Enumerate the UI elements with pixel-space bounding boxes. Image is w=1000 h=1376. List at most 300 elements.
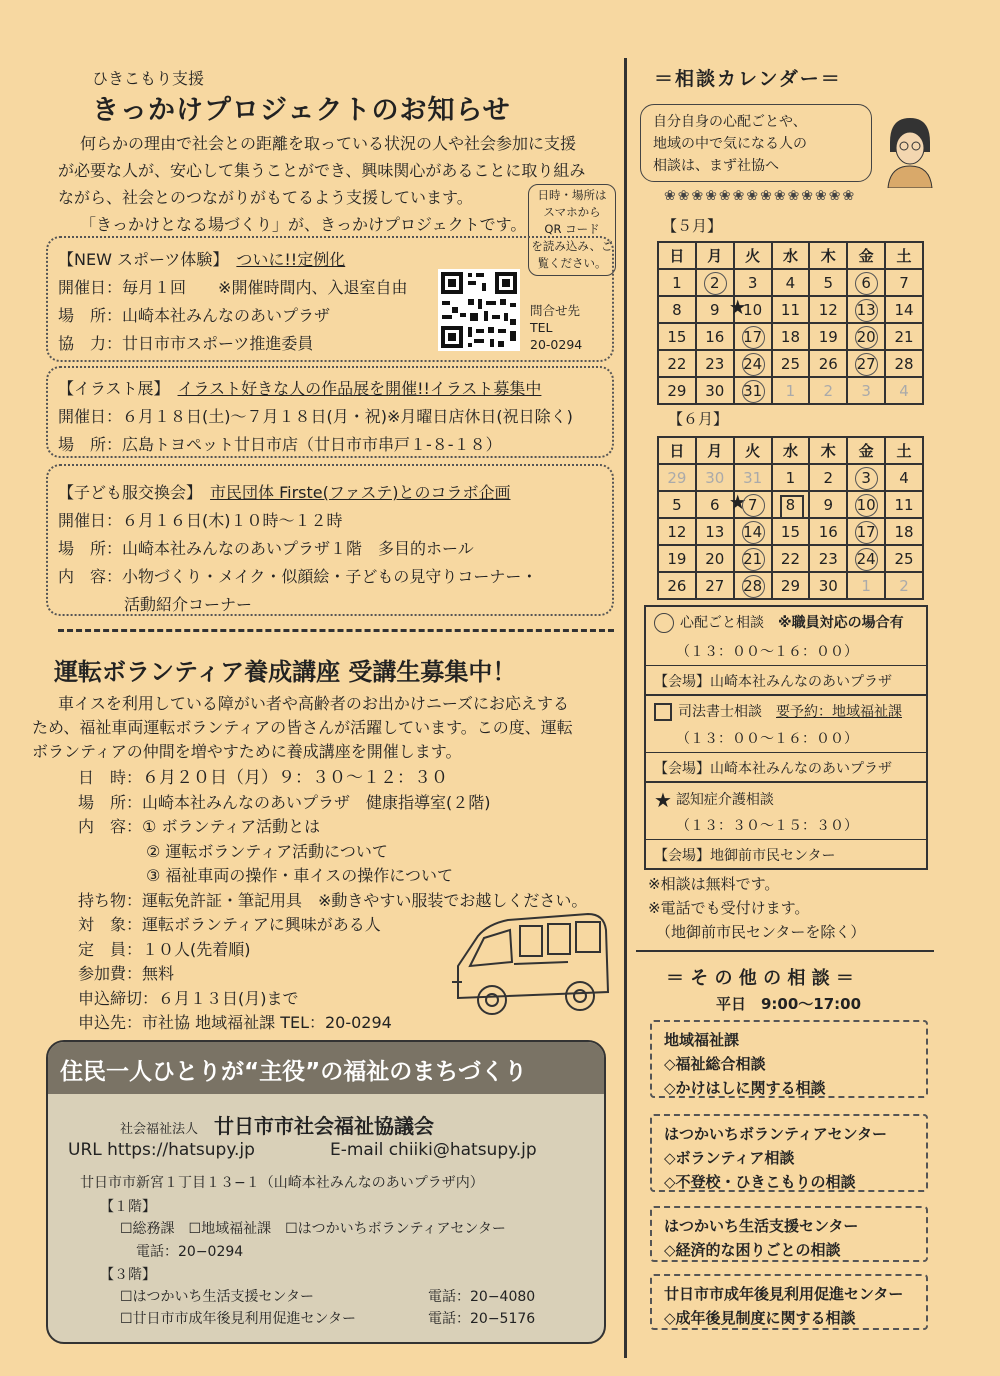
label: 内 容： <box>78 817 143 836</box>
intro-text <box>58 130 586 238</box>
intro-line: 何らかの理由で社会との距離を取っている状況の人や社会参加に支援 <box>80 134 577 153</box>
day-number: 19 <box>667 549 687 568</box>
weekday-header: 日 <box>658 242 696 269</box>
day-number: 7 <box>899 273 909 292</box>
day-number: 23 <box>705 354 725 373</box>
day-number: 17 <box>743 327 763 346</box>
label: 日 時： <box>78 768 143 787</box>
sports-place <box>58 303 330 326</box>
footer-slogan: 住民一人ひとりが“主役”の福祉のまちづくり <box>48 1042 604 1094</box>
calendar-title: ＝相談カレンダー＝ <box>654 68 842 90</box>
value: 廿日市市スポーツ推進委員 <box>122 334 314 353</box>
other-box-4 <box>650 1274 928 1330</box>
value: 運転免許証・筆記用具 ※動きやすい服装でお越しください。 <box>142 890 588 910</box>
van-icon <box>448 906 612 1024</box>
calendar-day[interactable] <box>809 350 847 377</box>
day-number: 1 <box>672 273 682 292</box>
person-icon <box>880 112 938 188</box>
other-box-item: ◇経済的な困りごとの相談 <box>664 1241 841 1259</box>
calendar-day[interactable] <box>734 464 772 491</box>
other-box-title: はつかいちボランティアセンター <box>664 1125 888 1143</box>
value: 市社協 地域福祉課 TEL：20-0294 <box>142 1013 392 1032</box>
day-number: 27 <box>856 354 876 373</box>
driver-place <box>78 791 587 816</box>
label: 場 所： <box>78 792 143 812</box>
illust-heading-text: 【イラスト展】 <box>58 379 162 398</box>
calendar-day[interactable] <box>772 377 810 404</box>
day-number: 14 <box>894 300 914 319</box>
calendar-day[interactable] <box>734 350 772 377</box>
day-number: 22 <box>780 549 800 568</box>
other-box-item: ◇福祉総合相談 <box>664 1055 766 1073</box>
day-number: 11 <box>894 495 914 514</box>
day-number: 1 <box>785 381 796 400</box>
label: 申込先： <box>78 1013 143 1032</box>
label: 持ち物： <box>78 890 143 910</box>
driver-time <box>78 766 587 791</box>
kicker: ひきこもり支援 <box>92 69 205 88</box>
calendar-day[interactable] <box>809 464 847 491</box>
calendar-day[interactable] <box>728 295 772 323</box>
day-number: 12 <box>818 300 838 319</box>
day-number: 17 <box>856 522 876 541</box>
value: 運転ボランティアに興味がある人 <box>142 915 381 934</box>
day-number: 29 <box>667 381 687 400</box>
contact-line: 問合せ先 <box>530 303 581 318</box>
contact-line: TEL <box>530 320 553 335</box>
legend-note: ※職員対応の場合有 <box>778 615 904 631</box>
day-number: 10 <box>856 495 876 514</box>
sports-tag: ついに!!定例化 <box>236 250 346 269</box>
day-number: 5 <box>823 273 834 292</box>
label: 開催日： <box>58 511 123 530</box>
legend-venue: 【会場】地御前市民センター <box>646 839 926 868</box>
calendar-day[interactable] <box>696 572 734 599</box>
calendar-day[interactable] <box>847 464 885 491</box>
day-number: 1 <box>785 468 796 487</box>
calendar-day[interactable] <box>847 269 885 296</box>
day-number: 19 <box>818 327 838 346</box>
footer-email[interactable]: E-mail chiiki@hatsupy.jp <box>330 1140 537 1160</box>
legend-b <box>646 694 926 723</box>
calendar-day[interactable] <box>772 269 810 296</box>
other-box-title: はつかいち生活支援センター <box>664 1217 859 1235</box>
flower-decoration: ❀❀❀❀❀❀❀❀❀❀❀❀❀❀ <box>664 188 857 204</box>
calendar-day[interactable] <box>696 545 734 572</box>
calendar-day[interactable] <box>809 545 847 572</box>
value: ６月１８日(土)〜７月１８日(月・祝)※月曜日店休日(祝日除く) <box>122 407 573 426</box>
other-box-item: ◇かけはしに関する相談 <box>664 1079 826 1097</box>
calendar-day[interactable] <box>658 323 696 350</box>
calendar-day[interactable] <box>885 323 923 350</box>
day-number: 28 <box>743 576 763 595</box>
calendar-day[interactable] <box>772 518 810 545</box>
intro-line: 「きっかけとなる場づくり」が、きっかけプロジェクトです。 <box>80 215 527 234</box>
day-number: 6 <box>861 273 871 292</box>
day-number: 6 <box>709 495 720 514</box>
section-divider-right <box>636 950 934 952</box>
calendar-day[interactable] <box>885 518 923 545</box>
day-number: 21 <box>743 549 763 568</box>
footer-floor3-b: ☐廿日市市成年後見利用促進センター <box>120 1311 356 1327</box>
other-box-3 <box>650 1206 928 1262</box>
day-number: 4 <box>785 273 796 292</box>
day-number: 5 <box>672 495 682 514</box>
calendar-day[interactable] <box>734 377 772 404</box>
day-number: 15 <box>780 522 800 541</box>
day-number: 8 <box>672 300 682 319</box>
square-icon <box>654 703 672 721</box>
driver-content <box>78 815 587 840</box>
legend-notes <box>648 872 865 944</box>
label: 対 象： <box>78 915 143 934</box>
label: 場 所： <box>58 306 123 325</box>
day-number: 14 <box>743 522 763 541</box>
footer-floor1-tel: 電話：20−0294 <box>136 1244 244 1260</box>
footer-floor1-items: ☐総務課 ☐地域福祉課 ☐はつかいちボランティアセンター <box>120 1221 506 1237</box>
value: １０人(先着順) <box>142 939 251 959</box>
calendar-day[interactable] <box>847 350 885 377</box>
org-name: 廿日市市社会福祉協議会 <box>214 1114 435 1138</box>
day-number: 29 <box>780 576 800 595</box>
qr-bubble-line: を読み込み、ご <box>531 239 613 253</box>
driver-content-2: ② 運転ボランティア活動について <box>146 841 388 861</box>
qr-code-icon[interactable] <box>438 269 520 351</box>
calendar-day[interactable] <box>658 491 696 518</box>
day-number: 26 <box>818 354 838 373</box>
section-divider <box>58 629 614 632</box>
calendar-day[interactable] <box>696 350 734 377</box>
driver-title: 運転ボランティア養成講座 受講生募集中！ <box>54 658 517 686</box>
day-number: 26 <box>667 576 687 595</box>
other-box-2 <box>650 1114 928 1192</box>
other-box-title: 地域福祉課 <box>664 1031 740 1049</box>
day-number: 30 <box>705 381 725 400</box>
calendar-day[interactable] <box>772 323 810 350</box>
calendar-day[interactable] <box>809 491 847 518</box>
calendar-may <box>657 241 924 405</box>
star-icon: ★ <box>654 788 672 812</box>
qr-bubble-line: 日時・場所は <box>537 188 607 202</box>
calendar-day[interactable] <box>809 269 847 296</box>
sports-heading-text: 【NEW スポーツ体験】 <box>58 250 221 269</box>
calendar-day[interactable] <box>885 377 923 404</box>
weekday-header: 木 <box>809 437 847 464</box>
calendar-day[interactable] <box>734 269 772 296</box>
intro-line: が必要な人が、安心して集うことができ、興味関心があることに取り組み <box>58 161 586 180</box>
calendar-day[interactable] <box>885 491 923 518</box>
calendar-day[interactable] <box>658 572 696 599</box>
other-hours: 平日 9:00〜17:00 <box>716 995 862 1013</box>
illust-heading <box>58 376 541 399</box>
calendar-day[interactable] <box>734 518 772 545</box>
note-line: ※相談は無料です。 <box>648 875 780 893</box>
star-icon: ★ <box>728 295 747 319</box>
weekday-header: 火 <box>734 242 772 269</box>
kids-date <box>58 508 343 531</box>
calendar-day[interactable] <box>696 269 734 296</box>
kids-heading-text: 【子ども服交換会】 <box>58 483 195 502</box>
label: 申込締切： <box>78 988 159 1008</box>
calendar-day[interactable] <box>658 350 696 377</box>
other-box-1 <box>650 1020 928 1098</box>
note-line: （地御前市民センターを除く） <box>656 923 866 941</box>
footer-floor3-a-tel: 電話：20−4080 <box>428 1289 536 1305</box>
day-number: 20 <box>705 549 725 568</box>
calendar-day[interactable] <box>772 464 810 491</box>
calendar-day[interactable] <box>885 296 923 323</box>
label: 場 所： <box>58 539 123 558</box>
day-number: 16 <box>818 522 838 541</box>
legend-venue: 【会場】山崎本社みんなのあいプラザ <box>646 752 926 781</box>
label: 内 容： <box>58 567 123 586</box>
calendar-day[interactable] <box>734 545 772 572</box>
day-number: 31 <box>743 468 763 487</box>
day-number: 12 <box>667 522 687 541</box>
weekday-header: 金 <box>847 437 885 464</box>
day-number: 2 <box>899 576 909 595</box>
day-number: 30 <box>818 576 838 595</box>
calendar-day[interactable] <box>728 490 772 518</box>
legend-title: 認知症介護相談 <box>675 792 774 808</box>
note-line: ※電話でも受付けます。 <box>648 899 810 917</box>
day-number: 3 <box>747 273 758 292</box>
driver-content-3: ③ 福祉車両の操作・車イスの操作について <box>146 866 453 885</box>
day-number: 2 <box>823 381 834 400</box>
org-type: 社会福祉法人 <box>120 1122 199 1137</box>
legend-c <box>646 781 926 810</box>
calendar-day[interactable] <box>772 296 810 323</box>
value: 毎月１回 <box>122 278 187 297</box>
day-number: 27 <box>705 576 725 595</box>
weekday-header: 土 <box>885 242 923 269</box>
other-box-title: 廿日市市成年後見利用促進センター <box>664 1285 904 1303</box>
qr-bubble-line: QR コード <box>544 222 600 236</box>
kids-content-2: 活動紹介コーナー <box>124 595 253 614</box>
calendar-day[interactable] <box>772 572 810 599</box>
value: ① ボランティア活動とは <box>142 817 321 836</box>
footer-org <box>120 1110 434 1139</box>
calendar-day[interactable] <box>772 350 810 377</box>
value: ６月１６日(木)１０時〜１２時 <box>122 511 343 530</box>
contact-info <box>530 302 582 353</box>
day-number: 25 <box>780 354 800 373</box>
calendar-day[interactable] <box>809 323 847 350</box>
legend-venue: 【会場】山崎本社みんなのあいプラザ <box>646 665 926 694</box>
sports-heading <box>58 247 345 270</box>
calendar-day[interactable] <box>809 572 847 599</box>
value: 山崎本社みんなのあいプラザ <box>122 306 331 325</box>
calendar-day[interactable] <box>658 464 696 491</box>
circle-icon <box>654 613 674 633</box>
driver-intro-line: ボランティアの仲間を増やすために養成講座を開催します。 <box>32 742 462 761</box>
footer-url[interactable]: URL https://hatsupy.jp <box>68 1140 255 1160</box>
weekday-header: 火 <box>734 437 772 464</box>
calendar-day[interactable] <box>809 377 847 404</box>
driver-intro-line: 車イスを利用している障がい者や高齢者のお出かけニーズにお応えする <box>58 694 570 713</box>
day-number: 22 <box>667 354 687 373</box>
legend-time: （１３：００〜１６：００） <box>676 644 858 660</box>
illust-date <box>58 404 573 427</box>
calendar-day[interactable] <box>734 572 772 599</box>
value: ６月１３日(月)まで <box>158 988 299 1008</box>
calendar-day[interactable] <box>658 518 696 545</box>
day-number: 16 <box>705 327 725 346</box>
calendar-day[interactable] <box>847 377 885 404</box>
calendar-day[interactable] <box>809 518 847 545</box>
day-number: 4 <box>899 381 909 400</box>
qr-bubble-line: スマホから <box>543 205 601 219</box>
legend-title: 心配ごと相談 <box>680 615 764 631</box>
value: ６月２０日（月）９：３０〜１２：３０ <box>142 768 449 788</box>
driver-intro <box>32 692 573 764</box>
day-number: 4 <box>899 468 909 487</box>
day-number: 1 <box>861 576 871 595</box>
day-number: 21 <box>894 327 914 346</box>
day-number: 24 <box>743 354 763 373</box>
footer-floor1: 【１階】 <box>100 1199 156 1215</box>
day-number: 8 <box>785 495 796 514</box>
calendar-june <box>657 436 924 600</box>
calendar-day[interactable] <box>696 464 734 491</box>
kids-content <box>58 564 537 587</box>
day-number: 2 <box>823 468 834 487</box>
day-number: 31 <box>743 381 763 400</box>
weekday-header: 木 <box>809 242 847 269</box>
legend-box <box>644 605 928 870</box>
day-number: 3 <box>861 381 871 400</box>
kids-place <box>58 536 474 559</box>
calendar-day[interactable] <box>885 350 923 377</box>
label: 協 力： <box>58 334 123 353</box>
calendar-day[interactable] <box>696 323 734 350</box>
illust-tag: イラスト好きな人の作品展を開催!!イラスト募集中 <box>177 379 542 398</box>
footer-floor3: 【３階】 <box>100 1267 156 1283</box>
value: 山崎本社みんなのあいプラザ 健康指導室(２階) <box>142 792 491 812</box>
calendar-day[interactable] <box>885 545 923 572</box>
calendar-day[interactable] <box>696 518 734 545</box>
note: ※開催時間内、入退室自由 <box>218 278 408 297</box>
value: 小物づくり・メイク・似顔絵・子どもの見守りコーナー・ <box>122 567 538 586</box>
day-number: 13 <box>705 522 725 541</box>
day-number: 13 <box>856 300 876 319</box>
day-number: 18 <box>894 522 914 541</box>
footer-floor3-b-tel: 電話：20−5176 <box>428 1311 536 1327</box>
value: 無料 <box>142 964 175 983</box>
other-box-item: ◇成年後見制度に関する相談 <box>664 1309 856 1327</box>
legend-time: （１３：００〜１６：００） <box>676 731 858 747</box>
calendar-bubble <box>640 104 872 182</box>
day-number: 29 <box>667 468 687 487</box>
bubble-line: 地域の中で気になる人の <box>653 136 807 152</box>
other-box-item: ◇ボランティア相談 <box>664 1149 795 1167</box>
calendar-day[interactable] <box>658 545 696 572</box>
calendar-day[interactable] <box>658 377 696 404</box>
other-box-item: ◇不登校・ひきこもりの相談 <box>664 1173 856 1191</box>
page-title: きっかけプロジェクトのお知らせ <box>92 95 511 126</box>
day-number: 2 <box>709 273 720 292</box>
day-number: 28 <box>894 354 914 373</box>
illust-place <box>58 432 502 455</box>
calendar-day[interactable] <box>885 269 923 296</box>
sports-coop <box>58 331 313 354</box>
legend-a <box>646 607 926 636</box>
label: 開催日： <box>58 278 123 297</box>
qr-bubble-line: 覧ください。 <box>537 256 607 270</box>
weekday-header: 金 <box>847 242 885 269</box>
calendar-day[interactable] <box>658 296 696 323</box>
kids-heading <box>58 480 510 503</box>
intro-line: ながら、社会とのつながりがもてるよう支援しています。 <box>58 188 473 207</box>
calendar-day[interactable] <box>696 377 734 404</box>
star-icon: ★ <box>728 490 747 514</box>
sports-date <box>58 275 407 298</box>
weekday-header: 水 <box>772 437 810 464</box>
bubble-line: 自分自身の心配ごとや、 <box>653 114 807 130</box>
day-number: 30 <box>705 468 725 487</box>
footer-floor3-a: ☐はつかいち生活支援センター <box>120 1289 314 1305</box>
may-label: 【５月】 <box>662 217 723 235</box>
calendar-day[interactable] <box>658 269 696 296</box>
value: 広島トヨペット廿日市店（廿日市市串戸１-８-１８） <box>122 435 502 454</box>
day-number: 25 <box>894 549 914 568</box>
contact-line: 20-0294 <box>530 337 583 352</box>
weekday-header: 土 <box>885 437 923 464</box>
column-divider <box>624 58 627 1358</box>
bubble-line: 相談は、まず社協へ <box>653 158 779 174</box>
label: 定 員： <box>78 939 143 959</box>
weekday-header: 水 <box>772 242 810 269</box>
legend-note: 要予約：地域福祉課 <box>776 704 902 720</box>
day-number: 10 <box>743 300 763 319</box>
calendar-day[interactable] <box>847 572 885 599</box>
label: 開催日： <box>58 407 123 426</box>
label: 参加費： <box>78 964 143 983</box>
calendar-day[interactable] <box>847 323 885 350</box>
day-number: 3 <box>861 468 871 487</box>
day-number: 15 <box>667 327 687 346</box>
day-number: 9 <box>709 300 720 319</box>
legend-title: 司法書士相談 <box>678 704 762 720</box>
june-label: 【６月】 <box>668 410 729 428</box>
day-number: 20 <box>856 327 876 346</box>
weekday-header: 月 <box>696 242 734 269</box>
calendar-day[interactable] <box>772 545 810 572</box>
calendar-day[interactable] <box>809 296 847 323</box>
calendar-day[interactable] <box>734 323 772 350</box>
calendar-day[interactable] <box>847 296 885 323</box>
calendar-day[interactable] <box>772 491 810 518</box>
day-number: 7 <box>747 495 758 514</box>
kids-tag: 市民団体 Firste(ファステ)とのコラボ企画 <box>210 483 511 502</box>
calendar-day[interactable] <box>885 464 923 491</box>
calendar-day[interactable] <box>885 572 923 599</box>
day-number: 23 <box>818 549 838 568</box>
day-number: 9 <box>823 495 834 514</box>
other-title: ＝ そ の 他 の 相 談 ＝ <box>666 968 854 989</box>
legend-time: （１３：３０〜１５：３０） <box>676 818 858 834</box>
weekday-header: 月 <box>696 437 734 464</box>
driver-intro-line: ため、福祉車両運転ボランティアの皆さんが活躍しています。この度、運転 <box>32 718 573 737</box>
calendar-day[interactable] <box>847 518 885 545</box>
weekday-header: 日 <box>658 437 696 464</box>
day-number: 24 <box>856 549 876 568</box>
calendar-day[interactable] <box>847 545 885 572</box>
footer-address: 廿日市市新宮１丁目１３−１（山崎本社みんなのあいプラザ内） <box>80 1175 484 1191</box>
day-number: 18 <box>780 327 800 346</box>
label: 場 所： <box>58 435 123 454</box>
calendar-day[interactable] <box>847 491 885 518</box>
